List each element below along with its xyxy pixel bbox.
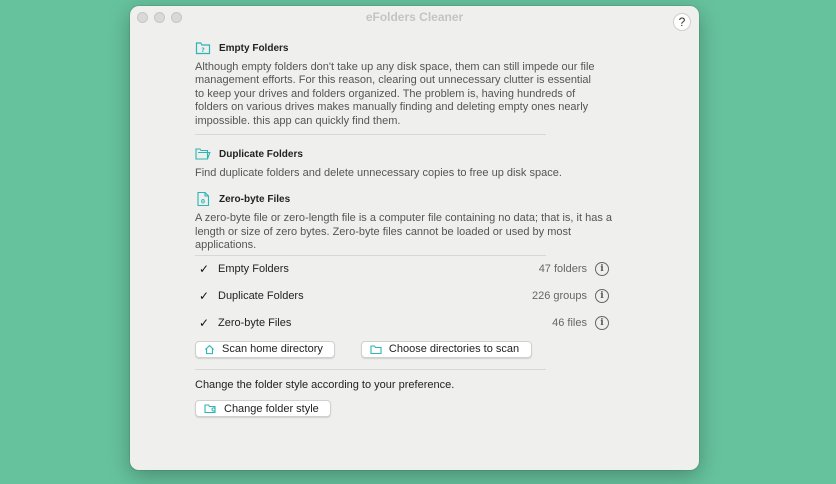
section-zero-byte-files (195, 191, 627, 252)
section-empty-folders (195, 40, 627, 128)
duplicate-folders-icon (195, 146, 211, 162)
option-empty-folders (195, 256, 627, 283)
option-count: 46 files (552, 317, 587, 330)
scan-options (195, 256, 627, 337)
section-duplicate-folders (195, 146, 627, 180)
zero-byte-file-icon (195, 191, 211, 207)
change-folder-style-button[interactable] (195, 400, 331, 417)
svg-text:?: ? (201, 47, 205, 54)
app-window (130, 6, 699, 470)
option-label: Zero-byte Files (218, 317, 292, 330)
scan-buttons (195, 341, 627, 358)
button-label: Change folder style (224, 402, 319, 415)
button-label: Scan home directory (222, 343, 323, 356)
divider (195, 369, 546, 370)
duplicate-folders-checkbox[interactable]: ✓ (199, 289, 210, 304)
option-duplicate-folders (195, 283, 627, 310)
folder-icon (370, 344, 382, 355)
scan-home-button[interactable] (195, 341, 335, 358)
section-title: Empty Folders (219, 42, 289, 54)
info-icon[interactable]: i (595, 262, 609, 276)
home-icon (204, 344, 215, 355)
window-title: eFolders Cleaner (365, 10, 464, 24)
choose-directories-button[interactable] (361, 341, 532, 358)
section-title: Zero-byte Files (219, 193, 291, 205)
info-icon[interactable]: i (595, 316, 609, 330)
folder-style-prompt: Change the folder style according to your preference. (195, 378, 455, 391)
section-description: Although empty folders don't take up any disk space, them can still impede our file management efforts. For this reason, clearing out unnecessary clutter is essential to keep your drives and folders organized. The problem is, having hundreds of folders on various drives makes manually finding and deleting empty ones nearly impossible. this app can quickly find them. (195, 61, 595, 127)
zero-byte-files-checkbox[interactable]: ✓ (199, 316, 210, 331)
empty-folder-icon (195, 40, 211, 56)
option-label: Duplicate Folders (218, 290, 304, 303)
help-button[interactable]: ? (673, 13, 691, 31)
folder-style-icon (204, 403, 217, 414)
divider (195, 134, 546, 135)
info-icon[interactable]: i (595, 289, 609, 303)
empty-folders-checkbox[interactable]: ✓ (199, 262, 210, 277)
option-zero-byte-files (195, 310, 627, 337)
option-count: 226 groups (531, 290, 587, 303)
main-content (195, 40, 627, 419)
section-description: Find duplicate folders and delete unnecessary copies to free up disk space. (195, 167, 562, 180)
section-description: A zero-byte file or zero-length file is a computer file containing no data; that is, it has a length or size of zero bytes. Zero-byte files cannot be loaded or used by most applications. (195, 212, 613, 252)
option-label: Empty Folders (218, 263, 289, 276)
svg-text:0: 0 (200, 198, 206, 206)
option-count: 47 folders (538, 263, 587, 276)
section-title: Duplicate Folders (219, 148, 303, 160)
button-label: Choose directories to scan (388, 343, 520, 356)
